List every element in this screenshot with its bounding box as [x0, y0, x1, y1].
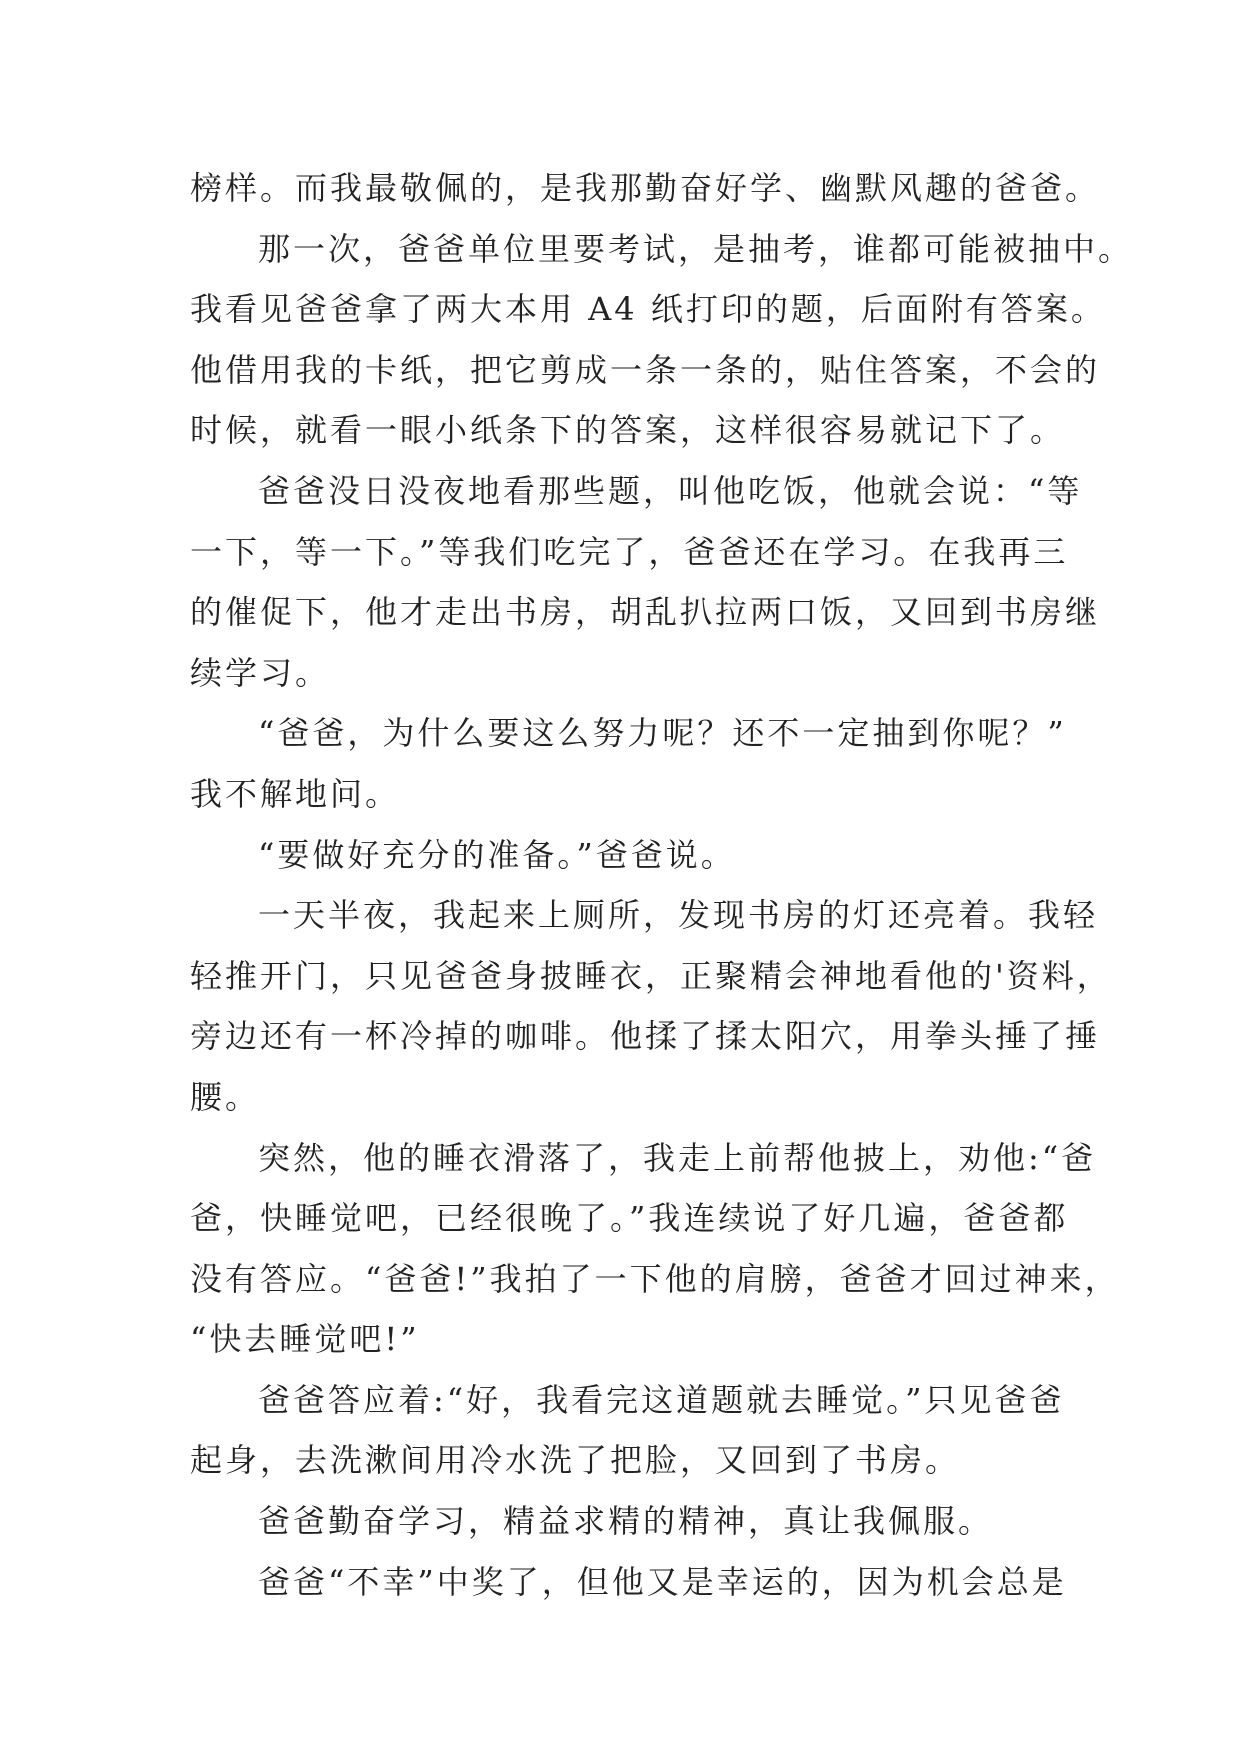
text-line: 他借用我的卡纸，把它剪成一条一条的，贴住答案，不会的 — [190, 350, 1101, 389]
text-line: 的催促下，他才走出书房，胡乱扒拉两口饭，又回到书房继 — [190, 593, 1101, 632]
text-line: 我看见爸爸拿了两大本用 A4 纸打印的题，后面附有答案。 — [190, 290, 1106, 329]
text-line: 榜样。而我最敬佩的，是我那勤奋好学、幽默风趣的爸爸。 — [190, 169, 1101, 207]
text-line: 旁边还有一杯冷掉的咖啡。他揉了揉太阳穴，用拳头捶了捶 — [190, 1017, 1101, 1056]
text-line: 爸爸勤奋学习，精益求精的精神，真让我佩服。 — [258, 1502, 994, 1541]
text-line: 那一次，爸爸单位里要考试，是抽考，谁都可能被抽中。 — [258, 229, 1134, 268]
text-line: 轻推开门，只见爸爸身披睡衣，正聚精会神地看他的'资料， — [190, 956, 1112, 995]
text-line: 突然，他的睡衣滑落了，我走上前帮他披上，劝他:“爸 — [258, 1138, 1097, 1177]
text-line: 爸爸没日没夜地看那些题，叫他吃饭，他就会说：“等 — [258, 471, 1083, 510]
text-line: 爸爸“不幸”中奖了，但他又是幸运的，因为机会总是 — [258, 1562, 1067, 1601]
text-line: 一下，等一下。”等我们吃完了，爸爸还在学习。在我再三 — [190, 532, 1069, 571]
text-line: 爸，快睡觉吧，已经很晚了。”我连续说了好几遍，爸爸都 — [190, 1199, 1069, 1238]
text-line: 时候，就看一眼小纸条下的答案，这样很容易就记下了。 — [190, 411, 1066, 450]
text-line: 一天半夜，我起来上厕所，发现书房的灯还亮着。我轻 — [258, 896, 1099, 935]
text-line: “要做好充分的准备。”爸爸说。 — [258, 835, 736, 874]
text-line: 起身，去洗漱间用冷水洗了把脸，又回到了书房。 — [190, 1441, 961, 1480]
text-line: 我不解地问。 — [190, 774, 401, 813]
text-line: “快去睡觉吧!” — [190, 1320, 420, 1359]
essay-body — [190, 158, 1134, 1612]
text-line: 没有答应。“爸爸!”我拍了一下他的肩膀，爸爸才回过神来， — [190, 1259, 1120, 1298]
text-line: 续学习。 — [190, 653, 331, 692]
text-line: “爸爸，为什么要这么努力呢？还不一定抽到你呢？” — [258, 714, 1067, 753]
text-line: 腰。 — [190, 1077, 261, 1116]
text-line: 爸爸答应着:“好，我看完这道题就去睡觉。”只见爸爸 — [258, 1380, 1065, 1419]
